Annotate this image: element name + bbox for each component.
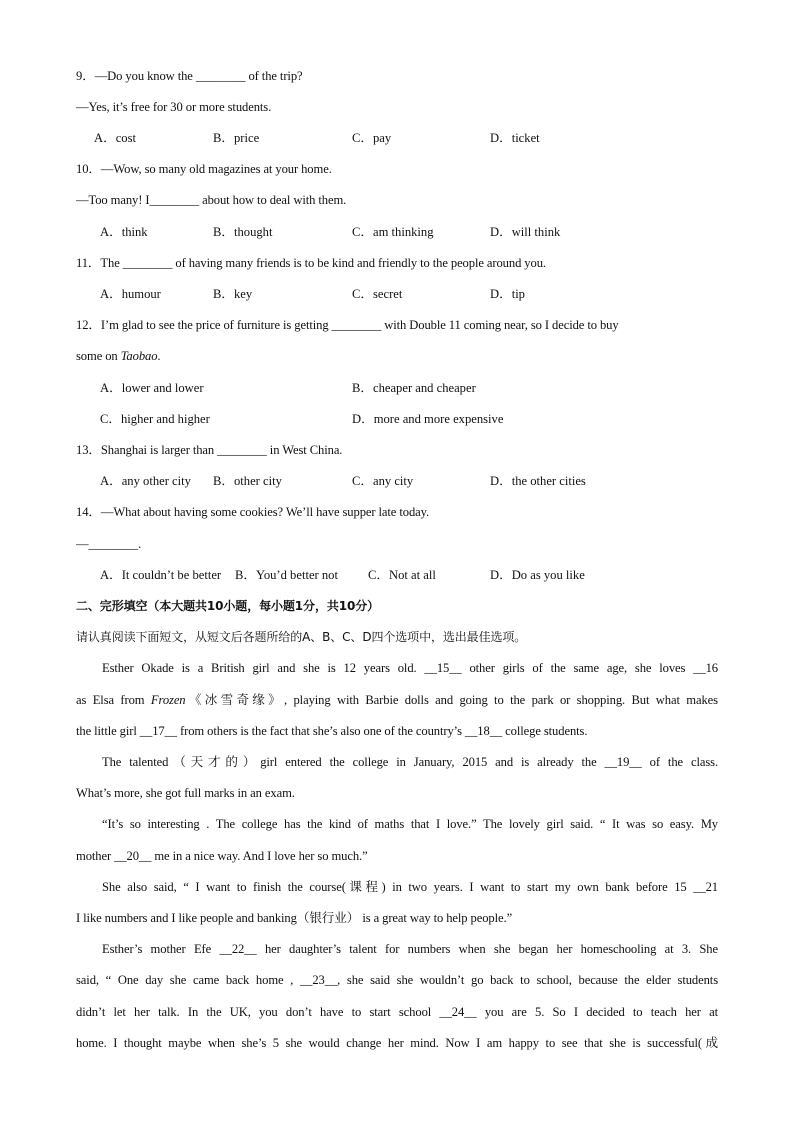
question-9-option-c: C．pay [352,131,392,145]
passage-p1-line3: the little girl __17__ from others is the fact that she’s also one of the country’s __18__ college students. [76,724,588,738]
question-11-option-b: B．key [213,287,253,301]
passage-p5-line4: home. I thought maybe when she’s 5 she would change her mind. Now I am happy to see that she is successful(成 [76,1036,718,1050]
passage-p1-line2-start: as Elsa from [76,693,151,707]
passage-p4-line2: I like numbers and I like people and banking（银行业） is a great way to help people.” [76,911,513,925]
question-12-option-c: C．higher and higher [100,412,210,426]
question-9-option-d: D．ticket [490,131,540,145]
question-12-option-d: D．more and more expensive [352,412,504,426]
question-11-option-d: D．tip [490,287,525,301]
question-10-option-c: C．am thinking [352,225,434,239]
question-9-answer-line: —Yes, it’s free for 30 or more students. [76,100,272,114]
question-14-stem: 14．—What about having some cookies? We’ll have supper late today. [76,505,430,519]
question-13-option-c: C．any city [352,474,414,488]
question-13-option-a: A．any other city [100,474,191,488]
question-12-prefix: some on [76,349,121,363]
question-14-option-d: D．Do as you like [490,568,585,582]
passage-p5-line2: said, “ One day she came back home , __23__, she said she wouldn’t go back to school, because the elder students [76,973,718,987]
passage-p3-line2: mother __20__ me in a nice way. And I love her so much.” [76,849,368,863]
section-2-heading: 二、完形填空（本大题共10小题，每小题1分，共10分） [76,599,380,613]
question-12-stem-continued [76,347,726,365]
passage-p3-line1: “It’s so interesting . The college has the kind of maths that I love.” The lovely girl said. “ It was so easy. My [102,817,718,831]
question-10-stem: 10．—Wow, so many old magazines at your home. [76,162,332,176]
question-10-option-b: B．thought [213,225,273,239]
question-11-stem: 11．The ________ of having many friends is to be kind and friendly to the people around you. [76,256,546,270]
question-11-option-c: C．secret [352,287,403,301]
question-9-stem: 9．—Do you know the ________ of the trip? [76,69,303,83]
question-13-option-d: D．the other cities [490,474,586,488]
question-14-option-c: C．Not at all [368,568,436,582]
frozen-text: Frozen [150,693,186,707]
question-12-suffix: . [157,349,161,363]
question-10-answer-line: —Too many! I________ about how to deal with them. [76,193,347,207]
question-13-stem: 13．Shanghai is larger than ________ in West China. [76,443,343,457]
passage-p1-line1: Esther Okade is a British girl and she is 12 years old. __15__ other girls of the same age, she loves __16 [102,661,718,675]
passage-p2-line2: What’s more, she got full marks in an exam. [76,786,295,800]
question-14-option-b: B．You’d better not [235,568,338,582]
section-2-instruction: 请认真阅读下面短文，从短文后各题所给的A、B、C、D四个选项中，选出最佳选项。 [76,630,527,644]
question-9-option-b: B．price [213,131,260,145]
taobao-text: Taobao [120,349,158,363]
passage-p2-line1: The talented（天才的）girl entered the college in January, 2015 and is already the __19__ of the class. [102,755,718,769]
passage-p4-line1: She also said, “ I want to finish the course(课程) in two years. I want to start my own bank before 15 __21 [102,880,718,894]
question-11-option-a: A．humour [100,287,161,301]
passage-p1-line2 [76,691,718,709]
passage-p1-line2-end: 《冰雪奇缘》, playing with Barbie dolls and going to the park or shopping. But what makes [185,693,718,707]
question-9-option-a: A．cost [94,131,136,145]
passage-p5-line3: didn’t let her talk. In the UK, you don’t have to start school __24__ you are 5. So I decided to teach her at [76,1005,718,1019]
question-12-stem: 12．I’m glad to see the price of furniture is getting ________ with Double 11 coming near, so I decide to buy [76,318,619,332]
question-10-option-d: D．will think [490,225,561,239]
question-14-answer-line: —________. [76,537,142,551]
question-14-option-a: A．It couldn’t be better [100,568,222,582]
passage-p5-line1: Esther’s mother Efe __22__ her daughter’s talent for numbers when she began her homeschooling at 3. She [102,942,718,956]
question-12-option-b: B．cheaper and cheaper [352,381,476,395]
question-10-option-a: A．think [100,225,148,239]
question-12-option-a: A．lower and lower [100,381,204,395]
question-13-option-b: B．other city [213,474,282,488]
